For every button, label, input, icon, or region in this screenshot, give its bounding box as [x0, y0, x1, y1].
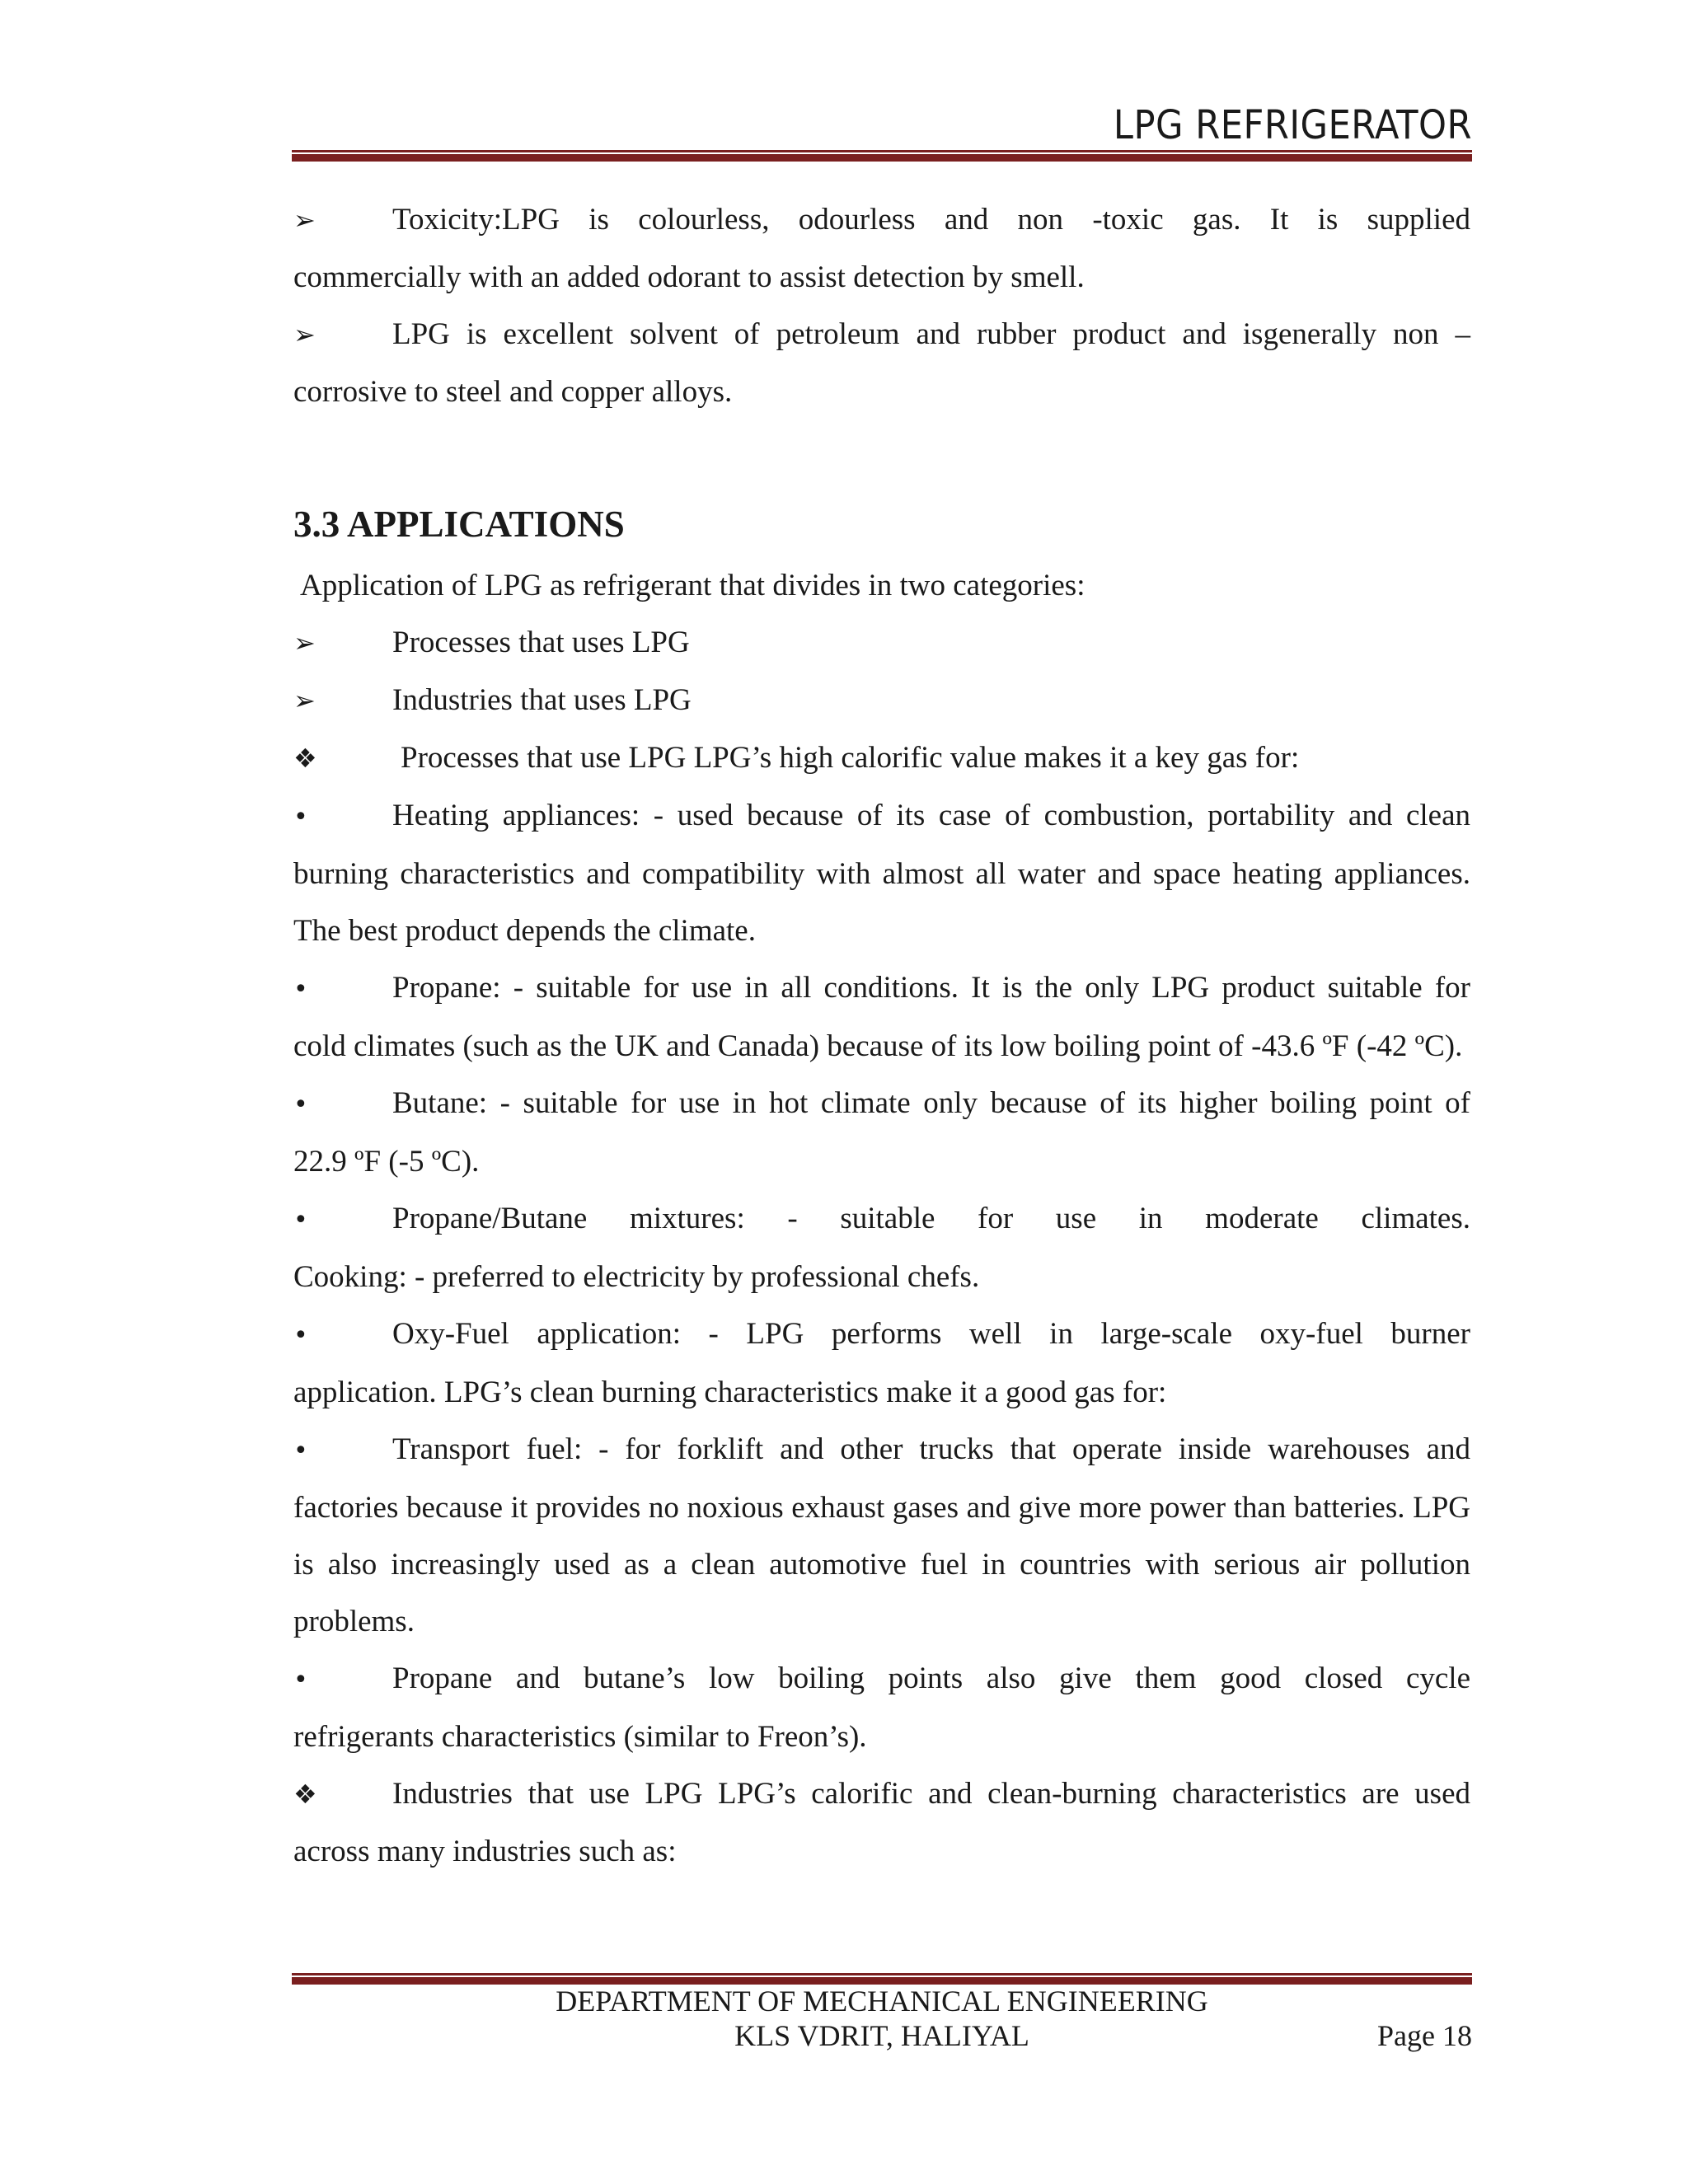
- list-item-text: LPG is excellent solvent of petroleum and rubber product and isgenerally non –: [392, 317, 1470, 351]
- bullet-continuation: application. LPG’s clean burning characteristics make it a good gas for:: [293, 1376, 1167, 1409]
- bullet-item: [293, 1421, 1470, 1479]
- header-rule: [292, 150, 1472, 162]
- subsection-item: [293, 729, 1470, 787]
- bullet-item: [293, 1075, 1470, 1133]
- bullet-continuation: burning characteristics and compatibility with almost all water and space heating appliances. The best product depends the climate.: [293, 857, 1470, 948]
- bullet-text: Propane/Butane mixtures: - suitable for use in moderate climates.: [392, 1202, 1470, 1235]
- bullet-text: Oxy-Fuel application: - LPG performs well in large-scale oxy-fuel burner: [392, 1317, 1470, 1351]
- bullet-continuation: Cooking: - preferred to electricity by professional chefs.: [293, 1260, 980, 1294]
- bullet-continuation: refrigerants characteristics (similar to Freon’s).: [293, 1720, 867, 1754]
- bullet-item: [293, 1305, 1470, 1364]
- bullet-item: [293, 959, 1470, 1018]
- subsection-text: Industries that use LPG LPG’s calorific and clean-burning characteristics are used: [392, 1777, 1470, 1811]
- page-content: [293, 191, 1470, 1880]
- arrow-bullet-icon: ➢: [293, 685, 316, 716]
- category-text: Industries that uses LPG: [392, 683, 692, 717]
- footer-department: DEPARTMENT OF MECHANICAL ENGINEERING: [556, 1985, 1208, 2018]
- section-intro: Application of LPG as refrigerant that divides in two categories:: [300, 569, 1085, 602]
- subsection-continuation: across many industries such as:: [293, 1835, 677, 1868]
- page-number: Page 18: [1377, 2019, 1472, 2052]
- list-item: [293, 191, 1470, 249]
- list-item-continuation: corrosive to steel and copper alloys.: [293, 375, 733, 409]
- category-text: Processes that uses LPG: [392, 626, 690, 659]
- bullet-text: Propane and butane’s low boiling points also give them good closed cycle: [392, 1661, 1470, 1695]
- arrow-bullet-icon: ➢: [293, 204, 316, 236]
- bullet-text: Transport fuel: - for forklift and other trucks that operate inside warehouses and: [392, 1432, 1470, 1466]
- diamond-bullet-icon: ❖: [293, 743, 317, 774]
- arrow-bullet-icon: ➢: [293, 319, 316, 350]
- category-item: [293, 672, 1470, 729]
- bullet-continuation: 22.9 ºF (-5 ºC).: [293, 1145, 480, 1179]
- footer-college: KLS VDRIT, HALIYAL: [734, 2019, 1029, 2052]
- bullet-text: Heating appliances: - used because of its case of combustion, portability and clean: [392, 799, 1470, 832]
- list-item: [293, 306, 1470, 363]
- bullet-continuation: cold climates (such as the UK and Canada) because of its low boiling point of -43.6 ºF (-42 ºC).: [293, 1029, 1463, 1063]
- running-header: LPG REFRIGERATOR: [1113, 102, 1472, 148]
- list-item-continuation: commercially with an added odorant to assist detection by smell.: [293, 260, 1085, 294]
- subsection-text: Processes that use LPG LPG’s high calorific value makes it a key gas for:: [401, 741, 1300, 775]
- dot-bullet-icon: •: [293, 1206, 308, 1235]
- dot-bullet-icon: •: [293, 1090, 308, 1119]
- list-item-text: Toxicity:LPG is colourless, odourless and non -toxic gas. It is supplied: [392, 203, 1470, 237]
- bullet-item: [293, 1190, 1470, 1249]
- section-heading: 3.3 APPLICATIONS: [293, 504, 625, 545]
- dot-bullet-icon: •: [293, 803, 308, 832]
- dot-bullet-icon: •: [293, 1666, 308, 1694]
- arrow-bullet-icon: ➢: [293, 627, 316, 658]
- bullet-text: Propane: - suitable for use in all conditions. It is the only LPG product suitable for: [392, 971, 1470, 1005]
- bullet-continuation: factories because it provides no noxious exhaust gases and give more power than batteries. LPG is also increasingly used as a clean automotive fuel in countries with serious air pollution problems.: [293, 1491, 1470, 1638]
- bullet-item: [293, 1650, 1470, 1708]
- subsection-item: [293, 1765, 1470, 1823]
- diamond-bullet-icon: ❖: [293, 1779, 317, 1810]
- footer-rule: [292, 1973, 1472, 1985]
- dot-bullet-icon: •: [293, 1321, 308, 1350]
- dot-bullet-icon: •: [293, 1436, 308, 1465]
- dot-bullet-icon: •: [293, 975, 308, 1004]
- bullet-text: Butane: - suitable for use in hot climate only because of its higher boiling point of: [392, 1086, 1470, 1120]
- category-item: [293, 614, 1470, 672]
- bullet-item: [293, 787, 1470, 846]
